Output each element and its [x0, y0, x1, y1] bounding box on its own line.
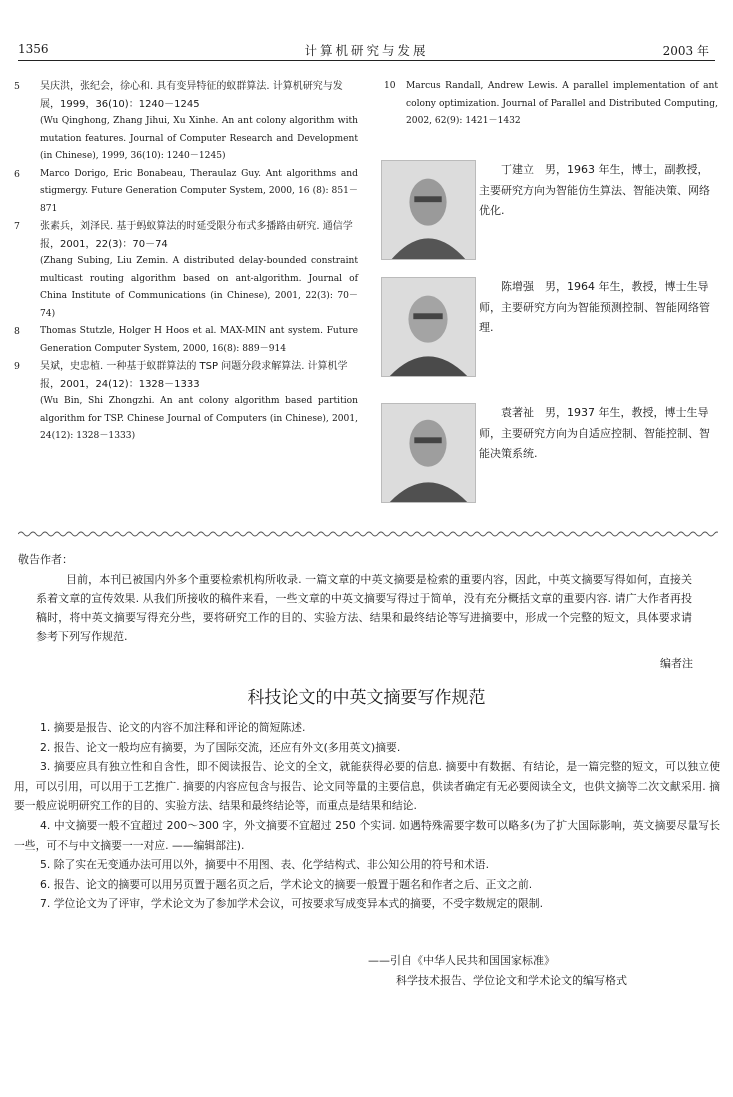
reference-item: [14, 358, 358, 446]
article-title: 科技论文的中英文摘要写作规范: [247, 688, 486, 708]
reference-number: 7: [14, 221, 20, 232]
rule-item: 7. 学位论文为了评审，学术论文为了参加学术会议，可按要求写成变异本式的摘要，不受字数规定的限制.: [40, 897, 544, 911]
author-bio: 丁建立 男，1963 年生，博士，副教授，主要研究方向为智能仿生算法、智能决策、网络优化.: [479, 163, 710, 217]
journal-title: 计算机研究与发展: [304, 43, 429, 58]
rule-item: 6. 报告、论文的摘要可以用另页置于题名页之后，学术论文的摘要一般置于题名和作者之后、正文之前.: [40, 877, 533, 891]
reference-english: (Wu Qinghong, Zhang Jihui, Xu Xinhe. An ant colony algorithm with mutation features. Journal of Computer Research and Development (in Chinese), 1999, 36(10): 1240－1245): [40, 116, 358, 161]
rule-item: 3. 摘要应具有独立性和自含性，即不阅读报告、论文的全文，就能获得必要的信息. 摘要中有数据、有结论，是一篇完整的短文，可以独立使用，可以引用，可以用于工艺推广. 摘要的内容应包含与报告、论文同等量的主要信息，供读者确定有无必要阅读全文，也供文摘等二次文献采用. 摘要一般应说明研究工作的目的、实验方法、结果和最终结论等，而重点是结果和结论.: [14, 760, 720, 813]
reference-chinese: 吴斌，史忠植. 一种基于蚁群算法的 TSP 问题分段求解算法. 计算机学报，2001，24(12)：1328－1333: [40, 361, 348, 390]
author-bio: 袁著祉 男，1937 年生，教授，博士生导师，主要研究方向为自适应控制、智能控制、智能决策系统.: [479, 406, 710, 460]
page-header: [18, 40, 715, 60]
notice-label: 敬告作者：: [18, 553, 73, 566]
reference-english: Marco Dorigo, Eric Bonabeau, Theraulaz Guy. Ant algorithms and stigmergy. Future Generation Computer System, 2000, 16 (8): 851－871: [40, 168, 358, 214]
reference-item: [384, 78, 718, 131]
notice-text: 目前，本刊已被国内外多个重要检索机构所收录. 一篇文章的中英文摘要是检索的重要内容，因此，中英文摘要写得如何，直接关系着文章的宣传效果. 从我们所接收的稿件来看，一些文章的中英文摘要写得过于简单，没有充分概括文章的重要内容. 请广大作者再投稿时，将中英文摘要写得充分些，要将研究工作的目的、实验方法、结果和最终结论等写进摘要中，形成一个完整的短文，具体要求请参考下列写作规范.: [36, 573, 692, 643]
author-profile: [381, 160, 721, 270]
reference-item: [14, 323, 358, 358]
wavy-divider: [18, 530, 718, 538]
reference-number: 6: [14, 168, 20, 180]
reference-list: [14, 78, 358, 446]
issue-year: 2003 年: [662, 44, 709, 58]
rule-item: 5. 除了实在无变通办法可用以外，摘要中不用图、表、化学结构式、非公知公用的符号和术语.: [40, 858, 490, 872]
citation-source: ——引自《中华人民共和国国家标准》: [368, 954, 555, 967]
portrait-photo-icon: [381, 277, 476, 377]
reference-english: Marcus Randall, Andrew Lewis. A parallel implementation of ant colony optimization. Journal of Parallel and Distributed Computing, 2002, 62(9): 1421－1432: [406, 81, 718, 126]
reference-number: 8: [14, 326, 20, 337]
reference-english: (Wu Bin, Shi Zhongzhi. An ant colony algorithm based partition algorithm for TSP. Chinese Journal of Computers (in Chinese), 2001, 24(12): 1328－1333): [40, 396, 358, 441]
rule-item: 2. 报告、论文一般均应有摘要，为了国际交流，还应有外文(多用英文)摘要.: [40, 740, 401, 754]
reference-item: [14, 166, 358, 219]
reference-english: (Zhang Subing, Liu Zemin. A distributed delay-bounded constraint multicast routing algorithm based on ant-algorithm. Journal of China Institute of Communications (in Chinese), 2001, 22(3): 70－74): [40, 256, 358, 319]
reference-number: 5: [14, 81, 20, 92]
reference-chinese: 张素兵，刘泽民. 基于蚂蚁算法的时延受限分布式多播路由研究. 通信学报，2001，22(3)：70－74: [40, 221, 353, 250]
reference-chinese: 吴庆洪，张纪会，徐心和. 具有变异特征的蚁群算法. 计算机研究与发展，1999，36(10)：1240－1245: [40, 81, 343, 110]
header-rule: [18, 60, 715, 61]
reference-number: 10: [384, 81, 396, 91]
portrait-photo-icon: [381, 403, 476, 503]
rules-list: [14, 718, 720, 914]
author-bio: 陈增强 男，1964 年生，教授，博士生导师，主要研究方向为智能预测控制、智能网络管理.: [479, 280, 710, 334]
reference-english: Thomas Stutzle, Holger H Hoos et al. MAX-MIN ant system. Future Generation Computer System, 2000, 16(8): 889－914: [40, 326, 358, 354]
reference-item: [14, 78, 358, 166]
author-profile: [381, 403, 721, 513]
citation-title: 科学技术报告、学位论文和学术论文的编写格式: [396, 974, 627, 987]
portrait-photo-icon: [381, 160, 476, 260]
citation: [368, 951, 627, 991]
reference-item: [14, 218, 358, 323]
page-number: 1356: [18, 42, 49, 56]
rule-item: 4. 中文摘要一般不宜超过 200～300 字，外文摘要不宜超过 250 个实词. 如遇特殊需要字数可以略多(为了扩大国际影响，英文摘要尽量写长一些，可不与中文摘要一一对应. ——编辑部注).: [14, 818, 720, 852]
rule-item: 1. 摘要是报告、论文的内容不加注释和评论的简短陈述.: [40, 721, 306, 734]
reference-number: 9: [14, 361, 20, 372]
author-profile: [381, 277, 721, 387]
editor-note: 编者注: [660, 657, 693, 670]
